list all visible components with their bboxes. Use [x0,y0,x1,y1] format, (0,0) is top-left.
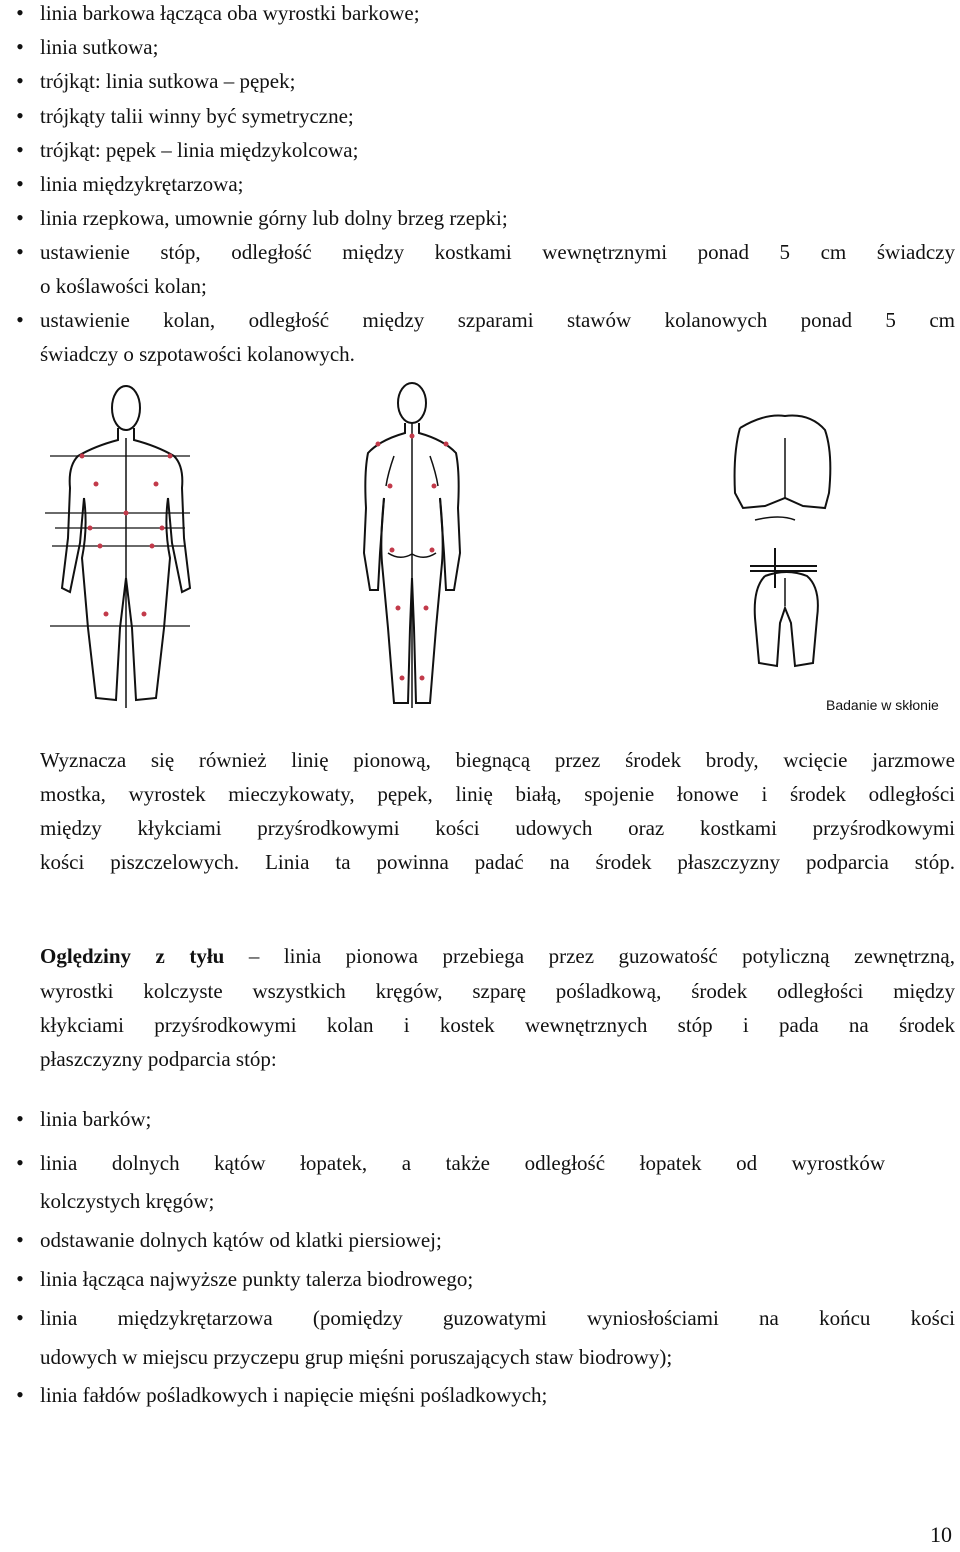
paragraph-line: wyrostki kolczyste wszystkich kręgów, szparę pośladkową, środek odległości między [40,979,955,1003]
bullet: • [16,1227,24,1252]
list-item: linia międzykrętarzowa; [40,172,244,196]
paragraph-line: mostka, wyrostek mieczykowaty, pępek, linię białą, spojenie łonowe i środek odległości [40,782,955,806]
figure-forward-bend [725,408,840,678]
list-item-continuation: kolczystych kręgów; [40,1189,215,1213]
paragraph-line [40,943,955,969]
bullet: • [16,68,24,93]
bullet: • [16,171,24,196]
list-item: linia fałdów pośladkowych i napięcie mięśni pośladkowych; [40,1383,548,1407]
list-item: linia międzykrętarzowa (pomiędzy guzowatymi wyniosłościami na końcu kości [40,1306,955,1330]
paragraph-line: kości piszczelowych. Linia ta powinna padać na środek płaszczyzny podparcia stóp. [40,850,955,874]
figure-caption: Badanie w skłonie [826,697,939,713]
list-item: linia rzepkowa, umownie górny lub dolny brzeg rzepki; [40,206,508,230]
list-item: linia dolnych kątów łopatek, a także odległość łopatek od wyrostków [40,1151,885,1175]
paragraph-line: między kłykciami przyśrodkowymi kości udowych oraz kostkami przyśrodkowymi [40,816,955,840]
bullet: • [16,239,24,264]
figure-front-view [40,378,230,713]
bullet: • [16,307,24,332]
heading-back-view: Oględziny z tyłu [40,944,225,968]
bullet: • [16,137,24,162]
list-item: ustawienie kolan, odległość między szparami stawów kolanowych ponad 5 cm [40,308,955,332]
bullet: • [16,1382,24,1407]
list-item: linia barkowa łącząca oba wyrostki barkowe; [40,1,420,25]
list-item-continuation: udowych w miejscu przyczepu grup mięśni poruszających staw biodrowy); [40,1345,673,1369]
list-item: linia sutkowa; [40,35,159,59]
bullet: • [16,34,24,59]
list-item-continuation: świadczy o szpotawości kolanowych. [40,342,355,366]
bullet: • [16,1106,24,1131]
list-item: trójkąty talii winny być symetryczne; [40,104,354,128]
bullet: • [16,103,24,128]
list-item: linia łącząca najwyższe punkty talerza biodrowego; [40,1267,474,1291]
paragraph-text: – linia pionowa przebiega przez guzowatość potyliczną zewnętrzną, [224,944,955,968]
list-item: ustawienie stóp, odległość między kostkami wewnętrznymi ponad 5 cm świadczy [40,240,955,264]
paragraph-line: kłykciami przyśrodkowymi kolan i kostek wewnętrznych stóp i pada na środek [40,1013,955,1037]
bullet: • [16,1305,24,1330]
list-item: trójkąt: linia sutkowa – pępek; [40,69,296,93]
bullet: • [16,1266,24,1291]
list-item: odstawanie dolnych kątów od klatki piersiowej; [40,1228,442,1252]
bullet: • [16,205,24,230]
bullet: • [16,0,24,25]
list-item-continuation: o koślawości kolan; [40,274,207,298]
bullet: • [16,1150,24,1175]
list-item: trójkąt: pępek – linia międzykolcowa; [40,138,359,162]
figure-back-view [350,378,480,713]
page-number: 10 [930,1522,952,1547]
list-item: linia barków; [40,1107,152,1131]
paragraph-line: Wyznacza się również linię pionową, biegnącą przez środek brody, wcięcie jarzmowe [40,748,955,772]
paragraph-line: płaszczyzny podparcia stóp: [40,1047,277,1071]
